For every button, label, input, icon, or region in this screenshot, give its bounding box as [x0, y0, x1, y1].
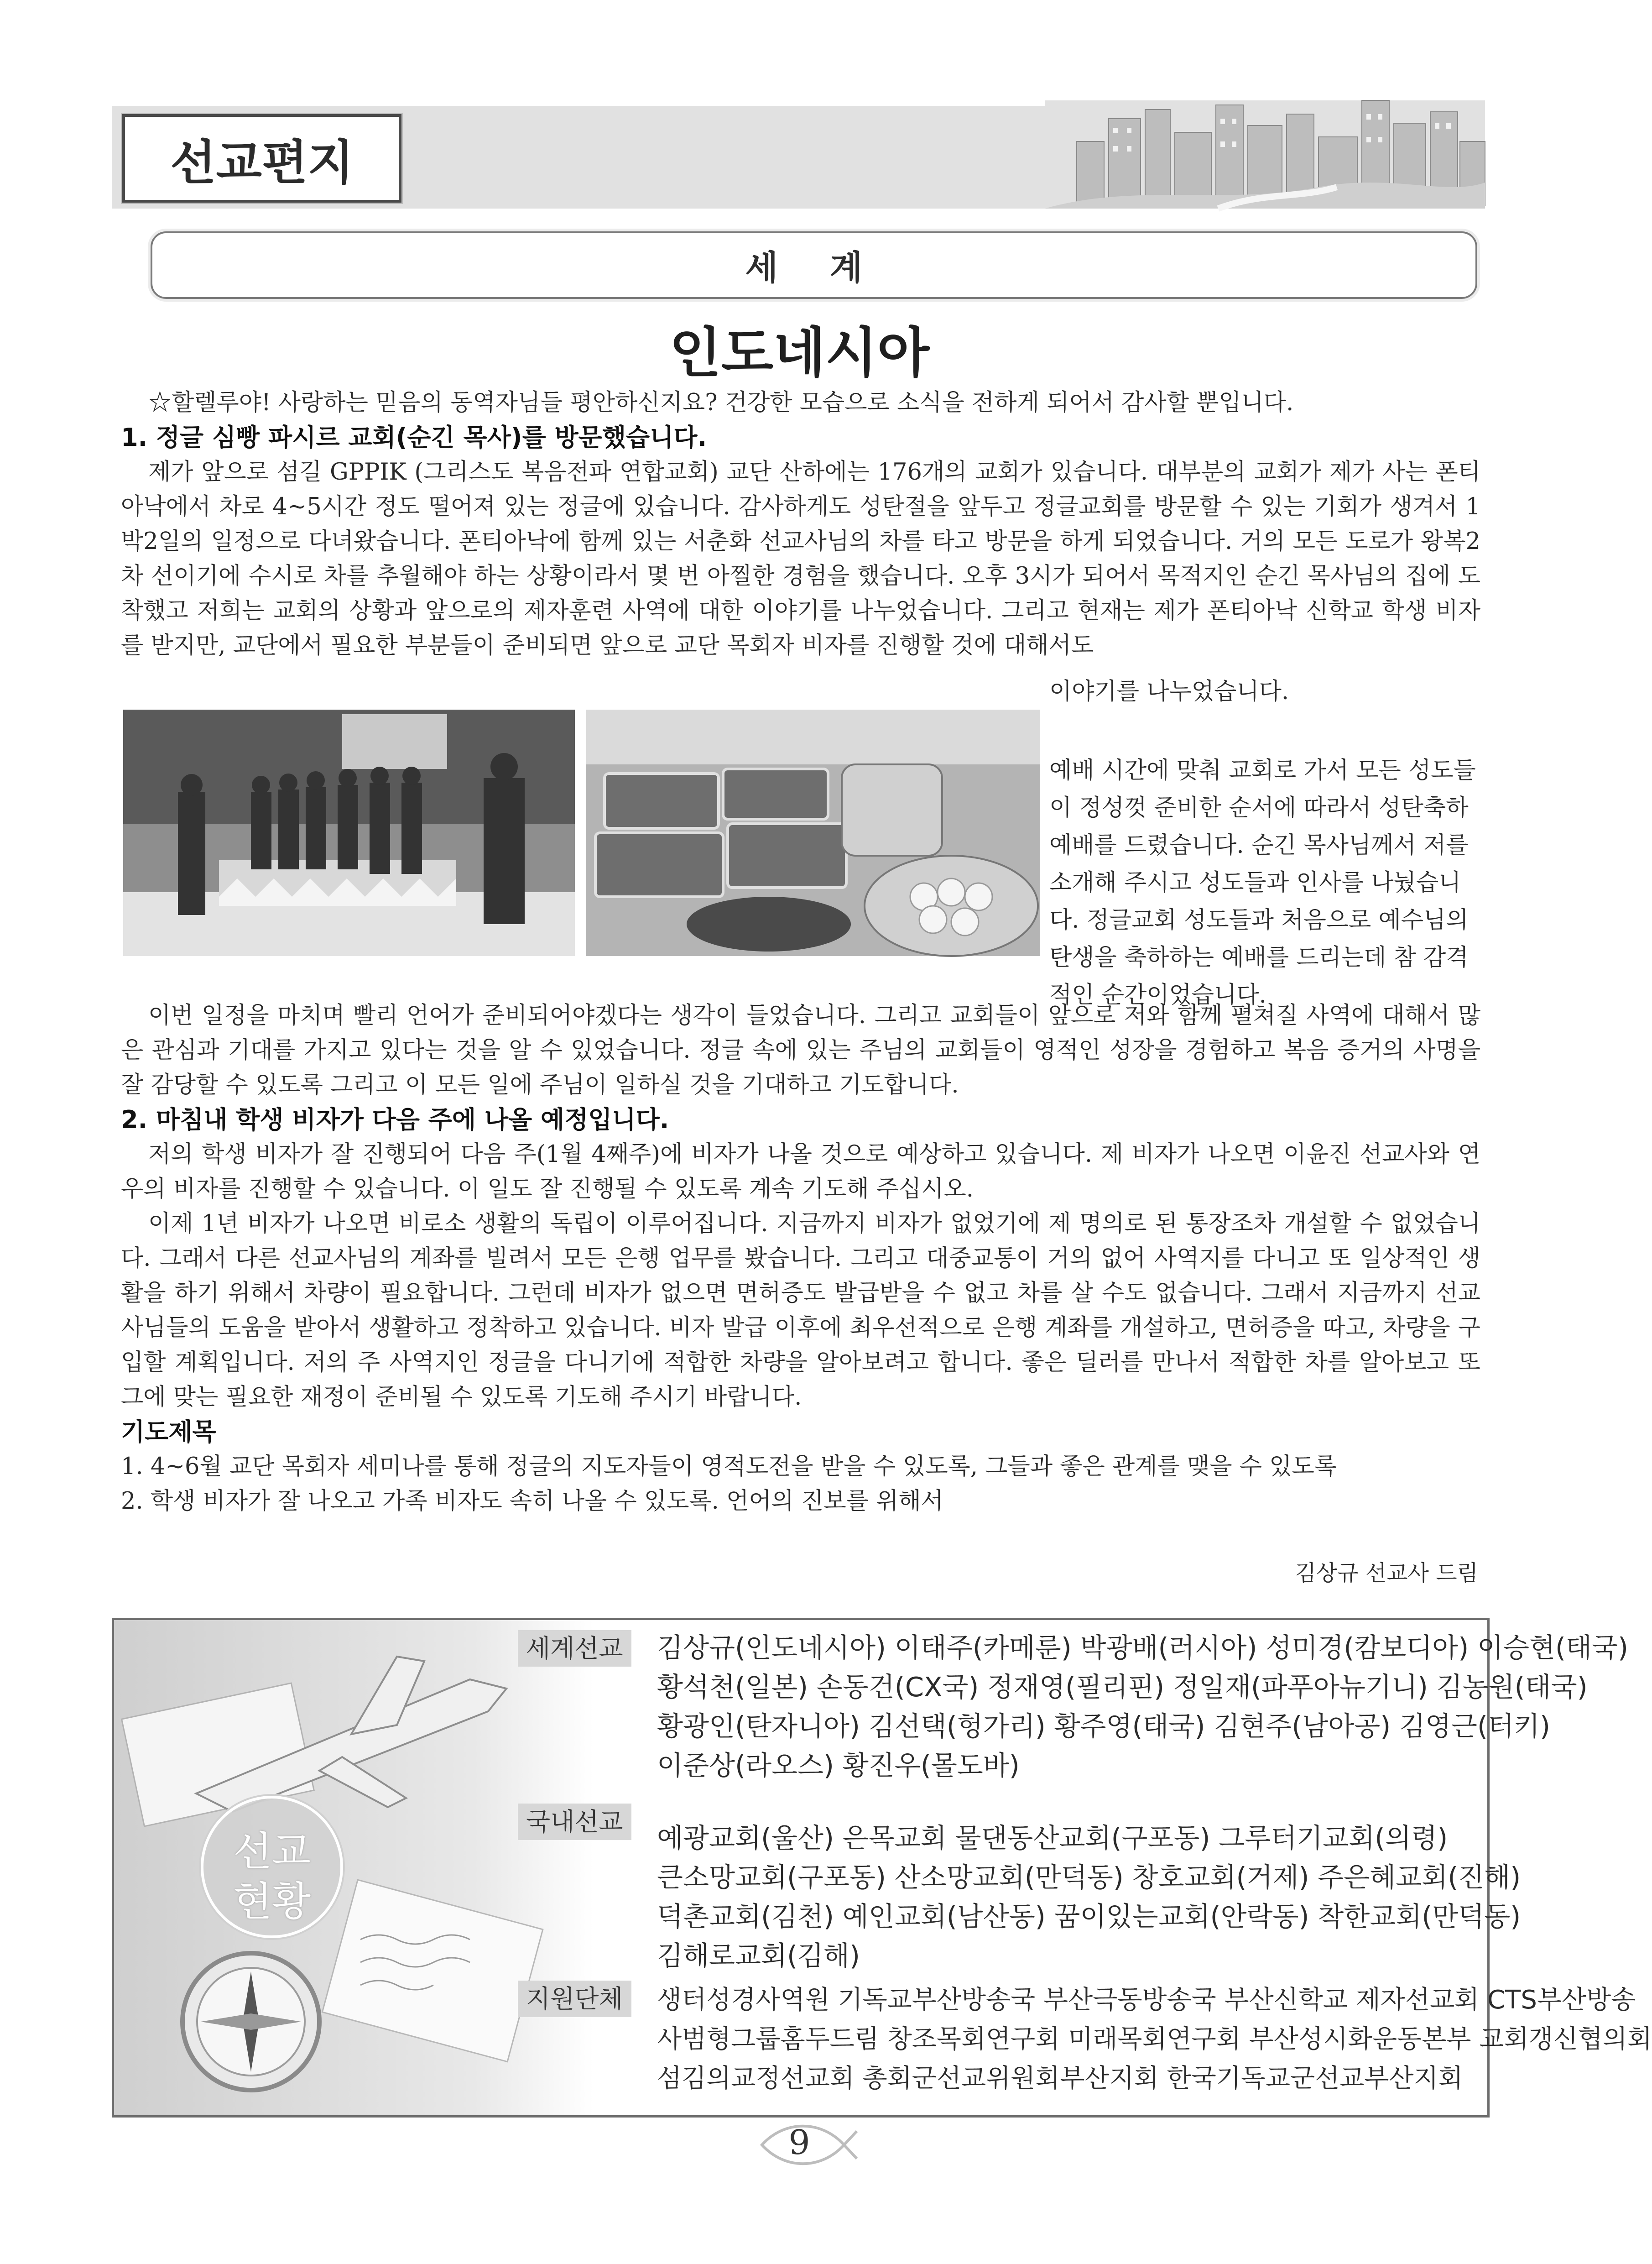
list-line: 황광인(탄자니아) 김선택(헝가리) 황주영(태국) 김현주(남아공) 김영근(터키) [657, 1710, 1551, 1742]
paragraph-visit: 제가 앞으로 섬길 GPPIK (그리스도 복음전파 연합교회) 교단 산하에는 176개의 교회가 있습니다. 대부분의 교회가 제가 사는 폰티아낙에서 차로 4~5시간 정도 떨어져 있는 정글에 있습니다. 감사하게도 성탄절을 앞두고 정글교회를 방문할 수 있는 기회가 생겨서 1박2일의 일정으로 다녀왔습니다. 폰티아낙에 함께 있는 서춘화 선교사님의 차를 타고 방문을 하게 되었습니다. 거의 모든 도로가 왕복2차 선이기에 수시로 차를 추월해야 하는 상황이라서 몇 번 아찔한 경험을 했습니다. 오후 3시가 되어서 목적지인 순긴 목사님의 집에 도착했고 저희는 교회의 상황과 앞으로의 제자훈련 사역에 대한 이야기를 나누었습니다. 그리고 현재는 제가 폰티아낙 신학교 학생 비자를 받지만, 교단에서 필요한 부분들이 준비되면 앞으로 교단 목회자 비자를 진행할 것에 대해서도 [121, 459, 1481, 659]
letter-body-top [121, 386, 1480, 663]
signature: 김상규 선교사 드림 [1295, 1560, 1478, 1586]
list-line: 큰소망교회(구포동) 산소망교회(만덕동) 창호교회(거제) 주은혜교회(진해) [657, 1861, 1521, 1893]
status-badge [201, 1796, 343, 1938]
airplane-compass-illustration [114, 1620, 593, 2115]
support-orgs-list [657, 1981, 1652, 2098]
heading-jungle-church: 1. 정글 심빵 파시르 교회(순긴 목사)를 방문했습니다. [121, 423, 707, 452]
paragraph-visa-plans: 이제 1년 비자가 나오면 비로소 생활의 독립이 이루어집니다. 지금까지 비자가 없었기에 제 명의로 된 통장조차 개설할 수 없었습니다. 그래서 다른 선교사님의 계좌를 빌려서 모든 은행 업무를 봤습니다. 그리고 대중교통이 거의 없어 사역지를 다니고 또 일상적인 생활을 하기 위해서 차량이 필요합니다. 그런데 비자가 없으면 면허증도 발급받을 수 없고 차를 살 수도 없습니다. 그래서 지금까지 선교사님들의 도움을 받아서 생활하고 정착하고 있습니다. 비자 발급 이후에 최우선적으로 은행 계좌를 개설하고, 면허증을 따고, 차량을 구입할 계획입니다. 저의 주 사역지인 정글을 다니기에 적합한 차량을 알아보려고 합니다. 좋은 딜러를 만나서 적합한 차를 알아보고 또 그에 맞는 필요한 재정이 준비될 수 있도록 기도해 주시기 바랍니다. [121, 1210, 1480, 1411]
prayer-heading: 기도제목 [121, 1417, 216, 1446]
list-line: 김상규(인도네시아) 이태주(카메룬) 박광배(러시아) 성미경(캄보디아) 이승현(태국) [657, 1632, 1629, 1663]
food-table-photo [586, 710, 1040, 956]
category-label-world: 세계선교 [518, 1630, 631, 1667]
prayer-item-1: 1. 4~6월 교단 목회자 세미나를 통해 정글의 지도자들이 영적도전을 받을 수 있도록, 그들과 좋은 관계를 맺을 수 있도록 [121, 1453, 1337, 1480]
list-line: 예광교회(울산) 은목교회 물댄동산교회(구포동) 그루터기교회(의령) [657, 1822, 1448, 1854]
congregation-photo [123, 710, 575, 956]
region-label: 세 계 [151, 231, 1477, 299]
section-title: 선교편지 [122, 114, 401, 203]
list-line: 황석천(일본) 손동건(CX국) 정재영(필리핀) 정일재(파푸아뉴기니) 김농원(태국) [657, 1671, 1588, 1703]
intro-text: ☆할렐루야! 사랑하는 믿음의 동역자님들 평안하신지요? 건강한 모습으로 소식을 전하게 되어서 감사할 뿐입니다. [148, 389, 1294, 416]
category-label-domestic: 국내선교 [518, 1804, 631, 1840]
missions-status-box [112, 1618, 1652, 2118]
domestic-missions-list [657, 1819, 1588, 1976]
world-missions-list [657, 1628, 1629, 1785]
city-illustration [1045, 100, 1485, 209]
list-line: 이준상(라오스) 황진우(몰도바) [657, 1750, 1020, 1781]
paragraph-worship: 예배 시간에 맞춰 교회로 가서 모든 성도들이 정성껏 준비한 순서에 따라서 성탄축하 예배를 드렸습니다. 순긴 목사님께서 저를 소개해 주시고 성도들과 인사를 나눴습니다. 정글교회 성도들과 처음으로 예수님의 탄생을 축하하는 예배를 드리는데 참 감격적인 순간이었습니다. [1049, 757, 1476, 1009]
list-line: 사범형그룹홈두드림 창조목회연구회 미래목회연구회 부산성시화운동본부 교회갱신협의회 [657, 2024, 1652, 2054]
badge-text-line1: 선교 [233, 1828, 311, 1875]
badge-text-line2: 현황 [233, 1878, 311, 1925]
paragraph-visit-end: 이야기를 나누었습니다. [1049, 678, 1289, 705]
paragraph-reflection: 이번 일정을 마치며 빨리 언어가 준비되어야겠다는 생각이 들었습니다. 그리고 교회들이 앞으로 저와 함께 펼쳐질 사역에 대해서 많은 관심과 기대를 가지고 있다는 것을 알 수 있었습니다. 정글 속에 있는 주님의 교회들이 영적인 성장을 경험하고 복음 증거의 사명을 잘 감당할 수 있도록 그리고 이 모든 일에 주님이 일하실 것을 기대하고 기도합니다. [121, 1002, 1480, 1098]
list-line: 덕촌교회(김천) 예인교회(남산동) 꿈이있는교회(안락동) 착한교회(만덕동) [657, 1901, 1521, 1932]
category-label-support: 지원단체 [518, 1981, 631, 2017]
letter-body-bottom [121, 999, 1480, 1519]
prayer-item-2: 2. 학생 비자가 잘 나오고 가족 비자도 속히 나올 수 있도록. 언어의 진보를 위해서 [121, 1488, 943, 1515]
paragraph-visa-expected: 저의 학생 비자가 잘 진행되어 다음 주(1월 4째주)에 비자가 나올 것으로 예상하고 있습니다. 제 비자가 나오면 이윤진 선교사와 연우의 비자를 진행할 수 있습니다. 이 일도 잘 진행될 수 있도록 계속 기도해 주십시오. [121, 1141, 1480, 1203]
page-number: 9 [788, 2123, 810, 2162]
list-line: 생터성경사역원 기독교부산방송국 부산극동방송국 부산신학교 제자선교회 CTS부산방송 [657, 1985, 1636, 2015]
list-line: 김해로교회(김해) [657, 1940, 860, 1971]
country-title: 인도네시아 [669, 321, 929, 384]
list-line: 섬김의교정선교회 총회군선교위원회부산지회 한국기독교군선교부산지회 [657, 2064, 1463, 2093]
heading-visa: 2. 마침내 학생 비자가 다음 주에 나올 예정입니다. [121, 1105, 669, 1134]
